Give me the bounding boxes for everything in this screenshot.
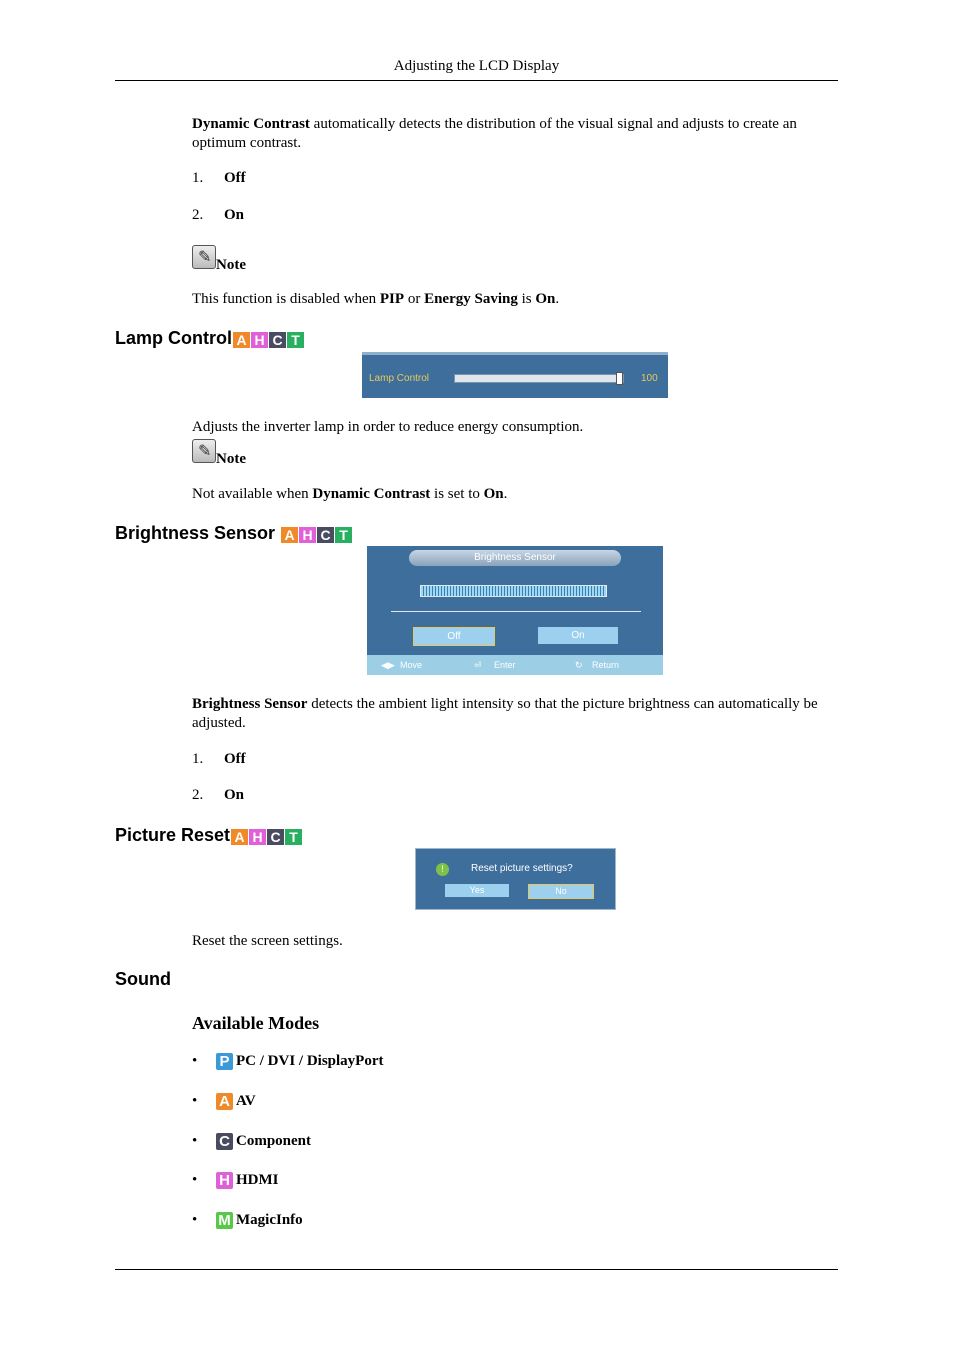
- list-item: [192, 1212, 303, 1229]
- brightness-sensor-osd: [367, 546, 663, 675]
- note-part: or: [404, 291, 425, 307]
- picture-reset-desc: Reset the screen settings.: [192, 933, 343, 949]
- osd-label: Lamp Control: [369, 373, 430, 384]
- brightness-sensor-desc: [192, 695, 838, 733]
- mode-label: MagicInfo: [236, 1212, 303, 1228]
- note-part: .: [555, 291, 560, 307]
- hdmi-badge-icon: H: [251, 332, 268, 348]
- osd-on-button: On: [538, 627, 618, 644]
- list-item: [192, 1053, 384, 1070]
- note-term: Dynamic Contrast: [312, 486, 431, 502]
- lamp-slider-track: [454, 374, 624, 383]
- component-badge-icon: C: [269, 332, 286, 348]
- note-part: is set to: [430, 486, 484, 502]
- list-number: 2.: [192, 787, 204, 803]
- av-badge-icon: A: [231, 829, 248, 845]
- note-icon: ✎: [192, 439, 216, 463]
- mode-badges: [231, 826, 303, 847]
- av-mode-icon: A: [216, 1093, 233, 1110]
- hdmi-badge-icon: H: [299, 527, 316, 543]
- footer-rule: [115, 1269, 838, 1270]
- hdmi-mode-icon: H: [216, 1172, 233, 1189]
- osd-return-label: Return: [592, 660, 620, 670]
- note-text: [192, 290, 838, 309]
- osd-move-label: Move: [400, 660, 423, 670]
- heading-text: Brightness Sensor: [115, 523, 276, 543]
- pc-mode-icon: P: [216, 1053, 233, 1070]
- lamp-control-osd: [362, 352, 668, 398]
- mode-label: AV: [236, 1093, 256, 1109]
- option-off: Off: [224, 751, 246, 767]
- note-block: [192, 439, 246, 468]
- bullet: •: [192, 1212, 198, 1228]
- lamp-slider-handle: [616, 372, 623, 385]
- osd-question: Reset picture settings?: [471, 863, 573, 874]
- osd-yes-button: Yes: [445, 884, 509, 897]
- dynamic-contrast-text: automatically detects the distribution of the visual signal and adjusts to create an optimum contrast.: [192, 116, 797, 151]
- note-part: is: [517, 291, 536, 307]
- hdmi-badge-icon: H: [249, 829, 266, 845]
- brightness-sensor-text: detects the ambient light intensity so that the picture brightness can automatically be adjusted.: [192, 696, 818, 731]
- note-icon: ✎: [192, 245, 216, 269]
- note-part: .: [503, 486, 508, 502]
- note-block: [192, 245, 246, 274]
- osd-value: 100: [641, 373, 658, 384]
- osd-off-button: Off: [413, 627, 495, 646]
- list-item: [192, 170, 246, 187]
- sensor-level-bar: [420, 585, 607, 597]
- mode-label: HDMI: [236, 1172, 279, 1188]
- lamp-control-heading: [115, 328, 305, 350]
- component-badge-icon: C: [267, 829, 284, 845]
- move-icon: ◀▶: [381, 660, 395, 670]
- list-item: [192, 207, 244, 224]
- lamp-control-desc: Adjusts the inverter lamp in order to reduce energy consumption.: [192, 419, 584, 435]
- mode-label: Component: [236, 1133, 312, 1149]
- osd-enter-label: Enter: [494, 660, 516, 670]
- list-item: [192, 1172, 279, 1189]
- picture-reset-osd: [415, 848, 616, 910]
- osd-divider: [391, 611, 641, 612]
- component-mode-icon: C: [216, 1133, 233, 1150]
- mode-badges: [281, 524, 353, 545]
- tv-badge-icon: T: [287, 332, 304, 348]
- note-term: On: [483, 486, 504, 502]
- note-term: Energy Saving: [424, 291, 518, 307]
- available-modes-heading: Available Modes: [192, 1013, 320, 1033]
- bullet: •: [192, 1172, 198, 1188]
- note-term: PIP: [379, 291, 405, 307]
- list-item: [192, 1133, 311, 1150]
- mode-badges: [233, 329, 305, 350]
- av-badge-icon: A: [281, 527, 298, 543]
- list-item: [192, 1093, 256, 1110]
- note-term: On: [535, 291, 556, 307]
- mode-label: PC / DVI / DisplayPort: [236, 1053, 384, 1069]
- bullet: •: [192, 1093, 198, 1109]
- brightness-sensor-heading: [115, 523, 353, 545]
- bullet: •: [192, 1053, 198, 1069]
- bullet: •: [192, 1133, 198, 1149]
- brightness-sensor-term: Brightness Sensor: [192, 696, 308, 712]
- osd-footer: [367, 655, 663, 675]
- tv-badge-icon: T: [285, 829, 302, 845]
- return-icon: ↻: [575, 660, 583, 670]
- list-number: 1.: [192, 751, 204, 767]
- info-icon: !: [436, 863, 449, 876]
- enter-icon: ⏎: [474, 660, 482, 670]
- note-part: Not available when: [192, 486, 313, 502]
- note-label: Note: [216, 257, 246, 273]
- dynamic-contrast-desc: [192, 115, 838, 153]
- osd-no-button: No: [528, 884, 594, 899]
- list-number: 1.: [192, 170, 204, 186]
- page-header: Adjusting the LCD Display: [393, 58, 560, 74]
- heading-text: Picture Reset: [115, 825, 231, 845]
- heading-text: Lamp Control: [115, 328, 232, 348]
- list-number: 2.: [192, 207, 204, 223]
- note-label: Note: [216, 451, 246, 467]
- av-badge-icon: A: [233, 332, 250, 348]
- picture-reset-heading: [115, 825, 303, 847]
- sound-heading: Sound: [115, 969, 171, 989]
- component-badge-icon: C: [317, 527, 334, 543]
- note-part: This function is disabled when: [192, 291, 380, 307]
- option-off: Off: [224, 170, 246, 186]
- magicinfo-mode-icon: M: [216, 1212, 233, 1229]
- osd-title: Brightness Sensor: [409, 550, 621, 566]
- list-item: [192, 787, 244, 804]
- note-text: [192, 485, 838, 504]
- tv-badge-icon: T: [335, 527, 352, 543]
- dynamic-contrast-term: Dynamic Contrast: [192, 116, 310, 132]
- list-item: [192, 751, 246, 768]
- option-on: On: [224, 207, 245, 223]
- header-rule: [115, 80, 838, 81]
- option-on: On: [224, 787, 245, 803]
